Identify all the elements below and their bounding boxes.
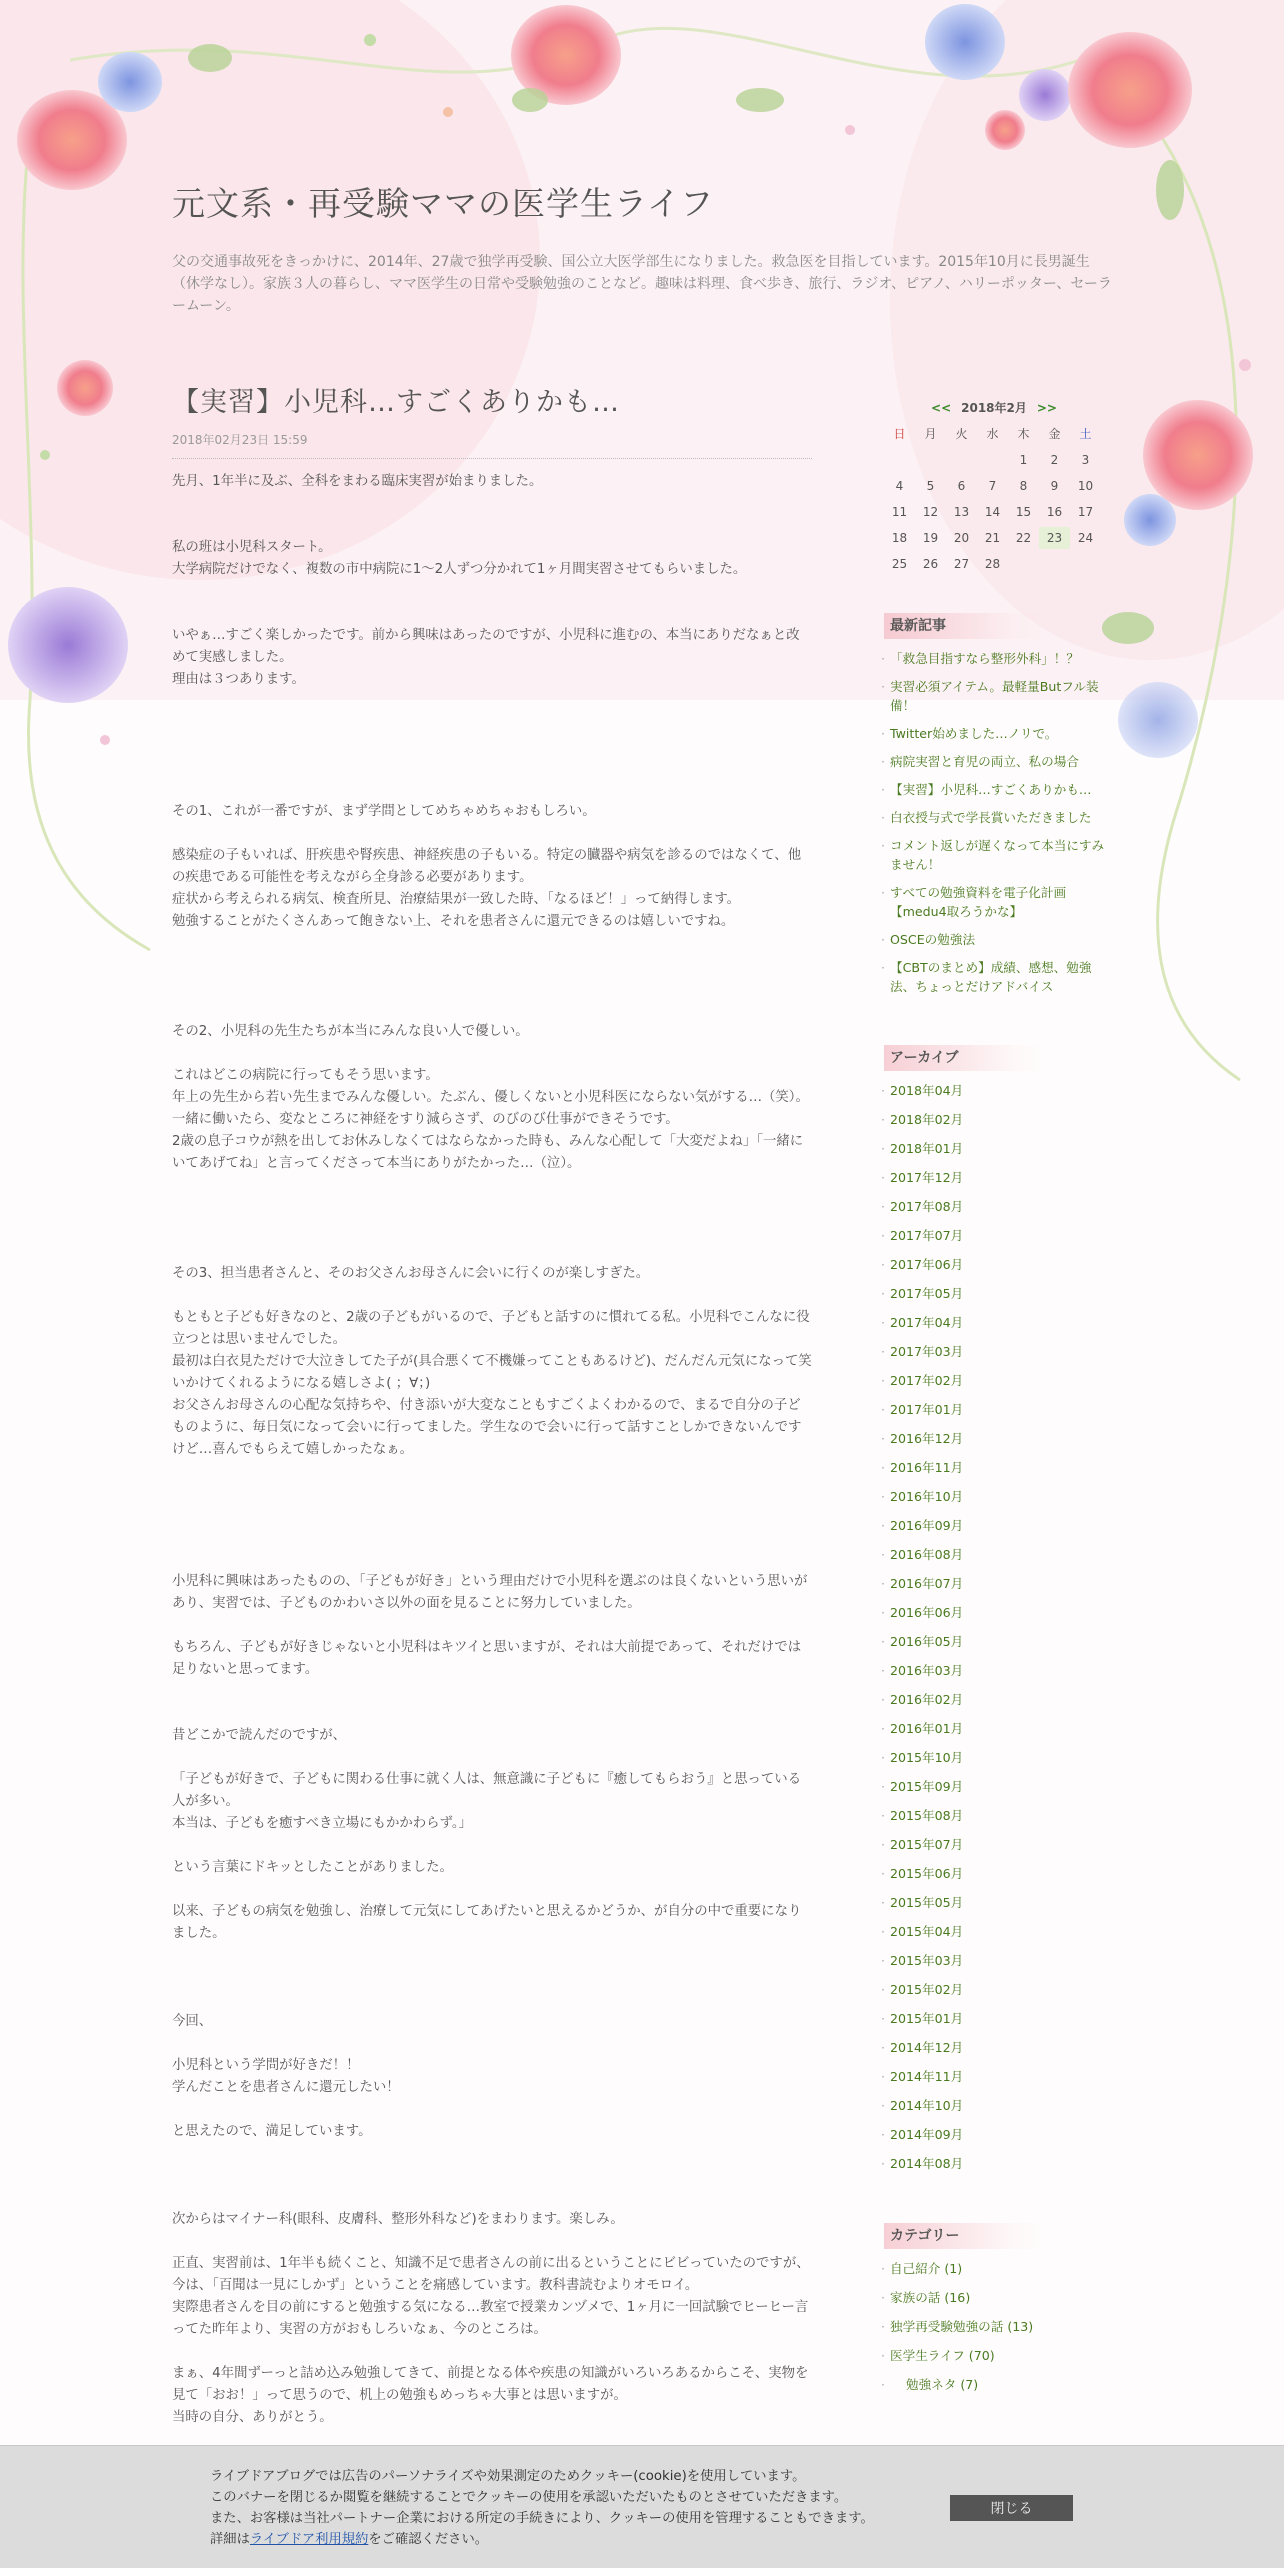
post-paragraph bbox=[172, 1747, 812, 1769]
calendar-next-link[interactable]: >> bbox=[1036, 401, 1057, 415]
post-paragraph: お父さんお母さんの心配な気持ちや、付き添いが大変なこともすごくよくわかるので、まるで自分の子どものように、毎日気になって会いに行ってました。学生なので会いに行って話すことしかできないんですけど…喜んでもらえて嬉しかったなぁ。 bbox=[172, 1398, 802, 1457]
calendar-day[interactable]: 1 bbox=[1019, 453, 1028, 467]
archive-month-link[interactable]: · 2015年03月 bbox=[884, 1951, 1112, 1970]
calendar-week-row bbox=[884, 473, 1104, 499]
post-paragraph: まぁ、4年間ずーっと詰め込み勉強してきて、前提となる体や疾患の知識がいろいろあるからこそ、実物を見て「おお！」って思うので、机上の勉強もめっちゃ大事とは思いますが。 bbox=[172, 2366, 809, 2403]
post-paragraph: と思えたので、満足しています。 bbox=[172, 2124, 372, 2139]
calendar-day[interactable]: 4 bbox=[895, 479, 904, 493]
post-paragraph bbox=[172, 977, 812, 999]
archive-month-link[interactable]: · 2017年02月 bbox=[884, 1371, 1112, 1390]
post-paragraph bbox=[172, 1197, 812, 1219]
post-paragraph bbox=[172, 1483, 812, 1505]
calendar-day bbox=[1039, 553, 1070, 575]
calendar-day[interactable]: 10 bbox=[1077, 479, 1094, 493]
post-paragraph bbox=[172, 955, 812, 977]
post-paragraph bbox=[172, 1527, 812, 1549]
post-date: 2018年02月23日 15:59 bbox=[172, 433, 308, 447]
archive-month-link[interactable]: · 2015年01月 bbox=[884, 2009, 1112, 2028]
post-paragraph bbox=[172, 1967, 812, 1989]
calendar-week-row bbox=[884, 499, 1104, 525]
post-paragraph: その2、小児科の先生たちが本当にみんな良い人で優しい。 bbox=[172, 1024, 529, 1039]
calendar bbox=[884, 395, 1104, 577]
post-paragraph bbox=[172, 2341, 812, 2363]
post-paragraph bbox=[172, 933, 812, 955]
blog-header bbox=[172, 178, 1112, 317]
calendar-day[interactable]: 15 bbox=[1015, 505, 1032, 519]
post-paragraph bbox=[172, 2033, 812, 2055]
cookie-line: ライブドアブログでは広告のパーソナライズや効果測定のためクッキー(cookie)を使用しています。 bbox=[210, 2469, 806, 2484]
post-paragraph bbox=[172, 2143, 812, 2165]
calendar-day[interactable]: 6 bbox=[957, 479, 966, 493]
calendar-day[interactable]: 17 bbox=[1077, 505, 1094, 519]
post-paragraph bbox=[172, 823, 812, 845]
cookie-notice-text bbox=[210, 2466, 874, 2550]
post-paragraph bbox=[172, 1989, 812, 2011]
calendar-day[interactable]: 26 bbox=[922, 557, 939, 571]
post-paragraph: 大学病院だけでなく、複数の市中病院に1〜2人ずつ分かれて1ヶ月間実習させてもらいました。 bbox=[172, 562, 747, 577]
archive-month-link[interactable]: · 2017年07月 bbox=[884, 1226, 1112, 1245]
archive-month-link[interactable]: · 2017年08月 bbox=[884, 1197, 1112, 1216]
post-paragraph: その1、これが一番ですが、まず学問としてめちゃめちゃおもしろい。 bbox=[172, 804, 596, 819]
calendar-day bbox=[1008, 553, 1039, 575]
archive-month-link[interactable]: · 2016年01月 bbox=[884, 1719, 1112, 1738]
cookie-detail-prefix: 詳細は bbox=[210, 2532, 250, 2547]
post-title[interactable]: 【実習】小児科…すごくありかも… bbox=[172, 387, 620, 418]
post-paragraph: 最初は白衣見ただけで大泣きしてた子が(具合悪くて不機嫌ってこともあるけど)、だんだん元気になって笑いかけてくれるようになる嬉しさよ( ；∀；) bbox=[172, 1354, 812, 1391]
calendar-day[interactable]: 18 bbox=[891, 531, 908, 545]
cookie-banner bbox=[0, 2445, 1284, 2568]
calendar-day[interactable]: 23 bbox=[1039, 527, 1070, 549]
post-paragraph: もともと子ども好きなのと、2歳の子どもがいるので、子どもと話すのに慣れてる私。小児科でこんなに役立つとは思いませんでした。 bbox=[172, 1310, 810, 1347]
post-paragraph: 学んだことを患者さんに還元したい！ bbox=[172, 2080, 400, 2095]
calendar-weekday: 月 bbox=[924, 427, 937, 441]
calendar-week-row bbox=[884, 525, 1104, 551]
post-paragraph bbox=[172, 603, 812, 625]
post-paragraph: 小児科という学問が好きだ！！ bbox=[172, 2058, 360, 2073]
post-paragraph: 昔どこかで読んだのですが、 bbox=[172, 1728, 347, 1743]
calendar-weekday: 火 bbox=[955, 427, 968, 441]
recent-post-link[interactable]: · すべての勉強資料を電子化計画【medu4取ろうかな】 bbox=[884, 883, 1112, 921]
archive-month-link[interactable]: · 2016年08月 bbox=[884, 1545, 1112, 1564]
post-paragraph bbox=[172, 1945, 812, 1967]
recent-post-link[interactable]: · 「救急目指すなら整形外科」！？ bbox=[884, 649, 1112, 668]
recent-post-link[interactable]: · 実習必須アイテム。最軽量Butフル装備！ bbox=[884, 677, 1112, 715]
calendar-title: 2018年2月 bbox=[961, 401, 1027, 415]
post-paragraph bbox=[172, 2231, 812, 2253]
archive-month-link[interactable]: · 2016年03月 bbox=[884, 1661, 1112, 1680]
archive-month-link[interactable]: · 2015年09月 bbox=[884, 1777, 1112, 1796]
post-paragraph: 当時の自分、ありがとう。 bbox=[172, 2410, 333, 2425]
post-paragraph: 「子どもが好きで、子どもに関わる仕事に就く人は、無意識に子どもに『癒してもらおう』と思っている人が多い。 bbox=[172, 1772, 802, 1809]
post-paragraph: もちろん、子どもが好きじゃないと小児科はキツイと思いますが、それは大前提であって、それだけでは足りないと思ってます。 bbox=[172, 1640, 802, 1677]
post-paragraph bbox=[172, 1615, 812, 1637]
calendar-day[interactable]: 25 bbox=[891, 557, 908, 571]
post-paragraph: これはどこの病院に行ってもそう思います。 bbox=[172, 1068, 439, 1083]
archive-month-link[interactable]: · 2016年07月 bbox=[884, 1574, 1112, 1593]
category-link[interactable]: · 独学再受験勉強の話 (13) bbox=[884, 2317, 1112, 2336]
post-paragraph: 感染症の子もいれば、肝疾患や腎疾患、神経疾患の子もいる。特定の臓器や病気を診るのではなくて、他の疾患である可能性を考えながら全身診る必要があります。 bbox=[172, 848, 802, 885]
post-paragraph bbox=[172, 2099, 812, 2121]
calendar-day[interactable]: 19 bbox=[922, 531, 939, 545]
post-paragraph bbox=[172, 1703, 812, 1725]
calendar-day[interactable]: 12 bbox=[922, 505, 939, 519]
archive-month-link[interactable]: · 2017年06月 bbox=[884, 1255, 1112, 1274]
calendar-weekday: 水 bbox=[986, 427, 999, 441]
post-paragraph bbox=[172, 1681, 812, 1703]
post-paragraph: 正直、実習前は、1年半も続くこと、知識不足で患者さんの前に出るということにビビっていたのですが、今は、「百聞は一見にしかず」ということを痛感しています。教科書読むよりオモロイ。 bbox=[172, 2256, 810, 2293]
terms-link[interactable]: ライブドア利用規約 bbox=[249, 2532, 369, 2547]
archive-month-link[interactable]: · 2016年02月 bbox=[884, 1690, 1112, 1709]
cookie-line bbox=[210, 2529, 874, 2550]
post-paragraph: 私の班は小児科スタート。 bbox=[172, 540, 332, 555]
calendar-weekday: 木 bbox=[1017, 427, 1030, 441]
calendar-week-row bbox=[884, 447, 1104, 473]
archive-month-link[interactable]: · 2018年02月 bbox=[884, 1110, 1112, 1129]
category-link[interactable]: · 医学生ライフ (70) bbox=[884, 2346, 1112, 2365]
calendar-day[interactable]: 5 bbox=[926, 479, 935, 493]
archive-month-link[interactable]: · 2015年06月 bbox=[884, 1864, 1112, 1883]
archive-month-link[interactable]: · 2016年12月 bbox=[884, 1429, 1112, 1448]
archive-month-link[interactable]: · 2018年04月 bbox=[884, 1081, 1112, 1100]
calendar-day[interactable]: 22 bbox=[1015, 531, 1032, 545]
recent-post-link[interactable]: · 【CBTのまとめ】成績、感想、勉強法、ちょっとだけアドバイス bbox=[884, 958, 1112, 996]
archive-month-link[interactable]: · 2015年08月 bbox=[884, 1806, 1112, 1825]
post-paragraph: 以来、子どもの病気を勉強し、治療して元気にしてあげたいと思えるかどうか、が自分の中で重要になりました。 bbox=[172, 1904, 802, 1941]
post-paragraph: 年上の先生から若い先生までみんな優しい。たぶん、優しくないと小児科医にならない気がする…（笑）。 bbox=[172, 1090, 809, 1105]
calendar-day[interactable]: 20 bbox=[953, 531, 970, 545]
archive-month-link[interactable]: · 2017年12月 bbox=[884, 1168, 1112, 1187]
post-paragraph: 先月、1年半に及ぶ、全科をまわる臨床実習が始まりました。 bbox=[172, 474, 543, 489]
post-paragraph: 理由は３つあります。 bbox=[172, 672, 305, 687]
archive-month-link[interactable]: · 2015年10月 bbox=[884, 1748, 1112, 1767]
post-paragraph bbox=[172, 1461, 812, 1483]
post-paragraph bbox=[172, 1241, 812, 1263]
post-paragraph bbox=[172, 1219, 812, 1241]
archive-month-link[interactable]: · 2014年11月 bbox=[884, 2067, 1112, 2086]
post-body bbox=[172, 471, 812, 2429]
archive-month-link[interactable]: · 2014年08月 bbox=[884, 2154, 1112, 2173]
calendar-day[interactable]: 28 bbox=[984, 557, 1001, 571]
sidebar bbox=[884, 395, 1112, 2404]
post-paragraph bbox=[172, 1043, 812, 1065]
calendar-day bbox=[1070, 553, 1101, 575]
calendar-prev-link[interactable]: << bbox=[931, 401, 952, 415]
post-paragraph bbox=[172, 999, 812, 1021]
post-paragraph bbox=[172, 515, 812, 537]
category-link[interactable]: · 勉強ネタ (7) bbox=[884, 2375, 1112, 2394]
archive-month-link[interactable]: · 2016年05月 bbox=[884, 1632, 1112, 1651]
post-paragraph bbox=[172, 493, 812, 515]
calendar-day bbox=[884, 449, 915, 471]
post-paragraph bbox=[172, 1175, 812, 1197]
post-paragraph bbox=[172, 2187, 812, 2209]
calendar-weekday: 土 bbox=[1079, 427, 1092, 441]
post-paragraph: 実際患者さんを目の前にすると勉強する気になる…教室で授業カンヅメで、1ヶ月に一回試験でヒーヒー言ってた昨年より、実習の方がおもしろいなぁ、今のところは。 bbox=[172, 2300, 809, 2337]
cookie-close-button[interactable]: 閉じる bbox=[950, 2495, 1073, 2521]
archive-month-link[interactable]: · 2017年04月 bbox=[884, 1313, 1112, 1332]
category-heading: カテゴリー bbox=[884, 2223, 1044, 2249]
archive-month-link[interactable]: · 2018年01月 bbox=[884, 1139, 1112, 1158]
post-paragraph bbox=[172, 1505, 812, 1527]
archive-month-link[interactable]: · 2016年10月 bbox=[884, 1487, 1112, 1506]
calendar-day[interactable]: 2 bbox=[1050, 453, 1059, 467]
post-paragraph bbox=[172, 735, 812, 757]
calendar-weekday-row bbox=[884, 421, 1104, 447]
post-paragraph bbox=[172, 1549, 812, 1571]
calendar-weekday: 日 bbox=[893, 427, 906, 441]
category-link[interactable]: · 家族の話 (16) bbox=[884, 2288, 1112, 2307]
calendar-day bbox=[946, 449, 977, 471]
category-link[interactable]: · 自己紹介 (1) bbox=[884, 2259, 1112, 2278]
archive-month-link[interactable]: · 2014年12月 bbox=[884, 2038, 1112, 2057]
calendar-weekday: 金 bbox=[1048, 427, 1061, 441]
calendar-day[interactable]: 27 bbox=[953, 557, 970, 571]
archive-month-link[interactable]: · 2017年03月 bbox=[884, 1342, 1112, 1361]
post-paragraph: その3、担当患者さんと、そのお父さんお母さんに会いに行くのが楽しすぎた。 bbox=[172, 1266, 650, 1281]
cookie-line: また、お客様は当社パートナー企業における所定の手続きにより、クッキーの使用を管理することもできます。 bbox=[210, 2511, 874, 2526]
calendar-day bbox=[915, 449, 946, 471]
post-paragraph: 勉強することがたくさんあって飽きない上、それを患者さんに還元できるのは嬉しいですね。 bbox=[172, 914, 735, 929]
calendar-day[interactable]: 11 bbox=[891, 505, 908, 519]
calendar-day[interactable]: 21 bbox=[984, 531, 1001, 545]
calendar-day[interactable]: 16 bbox=[1046, 505, 1063, 519]
post-paragraph: 次からはマイナー科(眼科、皮膚科、整形外科など)をまわります。楽しみ。 bbox=[172, 2212, 624, 2227]
post-paragraph: 症状から考えられる病気、検査所見、治療結果が一致した時、「なるほど！」って納得します。 bbox=[172, 892, 741, 907]
calendar-header bbox=[884, 395, 1104, 421]
archive-month-link[interactable]: · 2015年05月 bbox=[884, 1893, 1112, 1912]
archive-month-link[interactable]: · 2015年02月 bbox=[884, 1980, 1112, 1999]
archive-month-link[interactable]: · 2017年05月 bbox=[884, 1284, 1112, 1303]
calendar-day[interactable]: 24 bbox=[1077, 531, 1094, 545]
recent-posts-heading: 最新記事 bbox=[884, 613, 1044, 639]
recent-post-link[interactable]: · 【実習】小児科…すごくありかも… bbox=[884, 780, 1112, 799]
post-paragraph bbox=[172, 1835, 812, 1857]
post-paragraph: 一緒に働いたら、変なところに神経をすり減らさず、のびのび仕事ができそうです。 bbox=[172, 1112, 679, 1127]
post-paragraph bbox=[172, 1285, 812, 1307]
archive-month-link[interactable]: · 2014年09月 bbox=[884, 2125, 1112, 2144]
post-paragraph bbox=[172, 779, 812, 801]
post-paragraph: という言葉にドキッとしたことがありました。 bbox=[172, 1860, 453, 1875]
archive-month-link[interactable]: · 2015年04月 bbox=[884, 1922, 1112, 1941]
recent-post-link[interactable]: · コメント返しが遅くなって本当にすみません！ bbox=[884, 836, 1112, 874]
archive-month-link[interactable]: · 2016年09月 bbox=[884, 1516, 1112, 1535]
post-paragraph bbox=[172, 1879, 812, 1901]
calendar-day[interactable]: 8 bbox=[1019, 479, 1028, 493]
archive-heading: アーカイブ bbox=[884, 1045, 1044, 1071]
blog-title[interactable]: 元文系・再受験ママの医学生ライフ bbox=[172, 184, 715, 223]
category-list bbox=[884, 2259, 1112, 2394]
recent-posts-list bbox=[884, 649, 1112, 996]
cookie-detail-suffix: をご確認ください。 bbox=[368, 2532, 489, 2547]
post-paragraph bbox=[172, 581, 812, 603]
post-paragraph bbox=[172, 2165, 812, 2187]
calendar-day[interactable]: 13 bbox=[953, 505, 970, 519]
post-paragraph: 小児科に興味はあったものの、「子どもが好き」という理由だけで小児科を選ぶのは良くないという思いがあり、実習では、子どものかわいさ以外の面を見ることに努力していました。 bbox=[172, 1574, 808, 1611]
archive-list bbox=[884, 1081, 1112, 2173]
main-content bbox=[172, 380, 812, 2429]
recent-post-link[interactable]: · OSCEの勉強法 bbox=[884, 930, 1112, 949]
calendar-day[interactable]: 9 bbox=[1050, 479, 1059, 493]
calendar-day[interactable]: 3 bbox=[1081, 453, 1090, 467]
post-paragraph bbox=[172, 691, 812, 713]
post-divider bbox=[172, 458, 812, 459]
post-paragraph bbox=[172, 757, 812, 779]
archive-month-link[interactable]: · 2015年07月 bbox=[884, 1835, 1112, 1854]
calendar-grid bbox=[884, 421, 1104, 577]
cookie-line: このバナーを閉じるか閲覧を継続することでクッキーの使用を承認いただいたものとさせていただきます。 bbox=[210, 2490, 848, 2505]
calendar-day bbox=[977, 449, 1008, 471]
archive-month-link[interactable]: · 2016年11月 bbox=[884, 1458, 1112, 1477]
archive-month-link[interactable]: · 2014年10月 bbox=[884, 2096, 1112, 2115]
archive-month-link[interactable]: · 2017年01月 bbox=[884, 1400, 1112, 1419]
post-paragraph: 2歳の息子コウが熱を出してお休みしなくてはならなかった時も、みんな心配して「大変だよね」「一緒にいてあげてね」と言ってくださって本当にありがたかった…（泣）。 bbox=[172, 1134, 804, 1171]
archive-month-link[interactable]: · 2016年06月 bbox=[884, 1603, 1112, 1622]
recent-post-link[interactable]: · 白衣授与式で学長賞いただきました bbox=[884, 808, 1112, 827]
post-paragraph: 今回、 bbox=[172, 2014, 213, 2029]
post-paragraph bbox=[172, 713, 812, 735]
calendar-day[interactable]: 14 bbox=[984, 505, 1001, 519]
recent-post-link[interactable]: · 病院実習と育児の両立、私の場合 bbox=[884, 752, 1112, 771]
post-paragraph: いやぁ…すごく楽しかったです。前から興味はあったのですが、小児科に進むの、本当にありだなぁと改めて実感しました。 bbox=[172, 628, 800, 665]
post-paragraph: 本当は、子どもを癒すべき立場にもかかわらず。」 bbox=[172, 1816, 472, 1831]
calendar-week-row bbox=[884, 551, 1104, 577]
calendar-day[interactable]: 7 bbox=[988, 479, 997, 493]
recent-post-link[interactable]: · Twitter始めました…ノリで。 bbox=[884, 724, 1112, 743]
blog-description: 父の交通事故死をきっかけに、2014年、27歳で独学再受験、国公立大医学部生になりました。救急医を目指しています。2015年10月に長男誕生（休学なし）。家族３人の暮らし、ママ医学生の日常や受験勉強のことなど。趣味は料理、食べ歩き、旅行、ラジオ、ピアノ、ハリーポッター、セーラームーン。 bbox=[172, 254, 1112, 314]
